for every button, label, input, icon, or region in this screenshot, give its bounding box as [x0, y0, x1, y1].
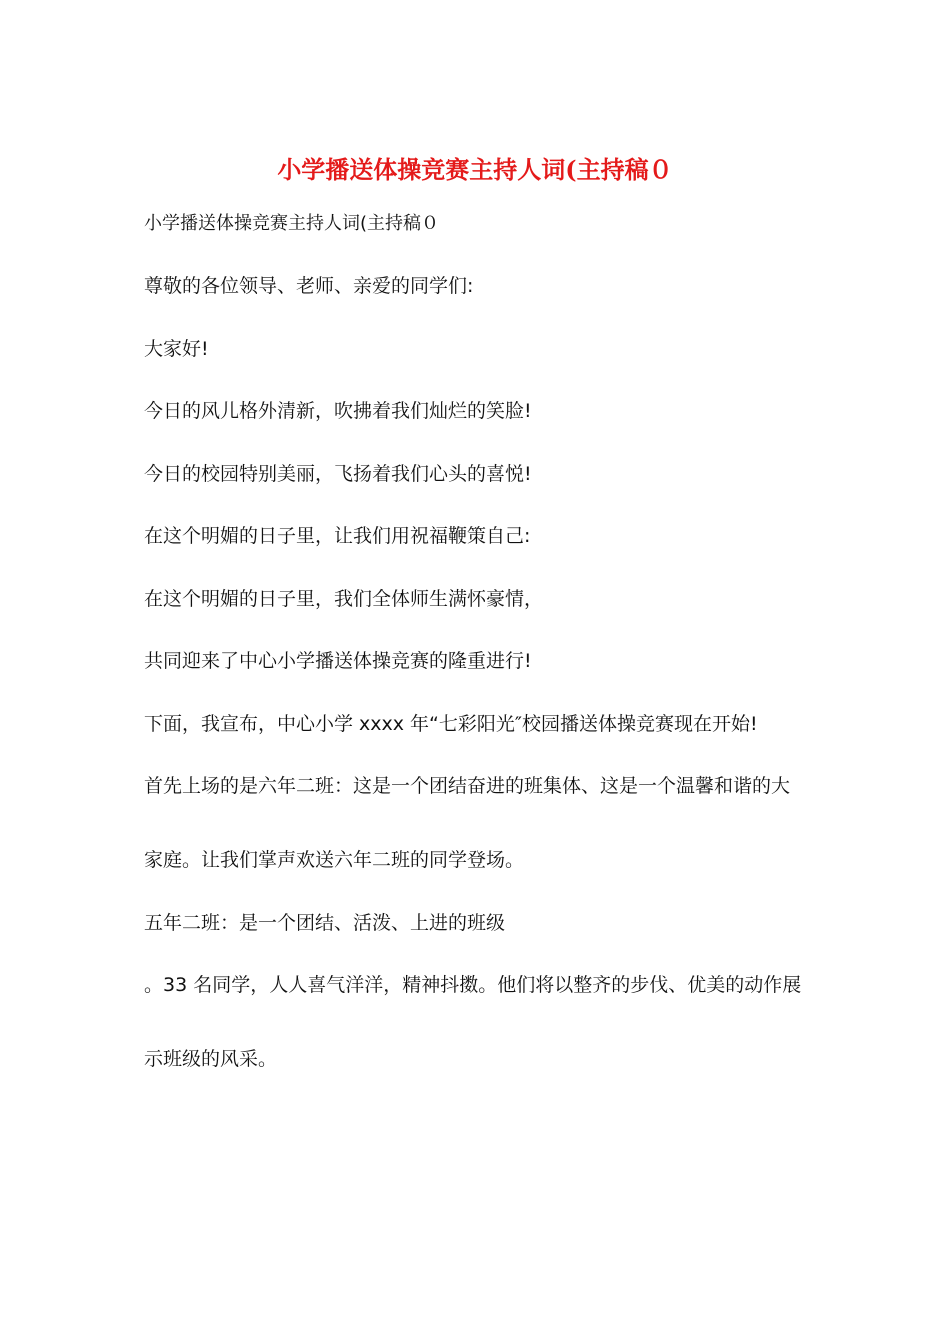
paragraph-line: 五年二班：是一个团结、活泼、上进的班级 — [144, 912, 506, 934]
paragraph-line: 大家好! — [144, 338, 209, 360]
paragraph-line: 今日的风儿格外清新，吹拂着我们灿烂的笑脸! — [144, 400, 532, 422]
paragraph-line: 在这个明媚的日子里，让我们用祝福鞭策自己: — [144, 525, 531, 547]
paragraph-line: 今日的校园特别美丽，飞扬着我们心头的喜悦! — [144, 463, 532, 485]
paragraph-line: 尊敬的各位领导、老师、亲爱的同学们: — [144, 275, 474, 297]
document-title: 小学播送体操竞赛主持人词(主持稿０ — [277, 155, 673, 184]
paragraph-line: 下面，我宣布，中心小学 xxxx 年“七彩阳光″校园播送体操竞赛现在开始! — [144, 713, 758, 735]
paragraph-line: 。33 名同学，人人喜气洋洋，精神抖擞。他们将以整齐的步伐、优美的动作展 — [144, 974, 802, 996]
paragraph-line: 在这个明媚的日子里，我们全体师生满怀豪情， — [144, 588, 544, 610]
paragraph-line: 首先上场的是六年二班：这是一个团结奋进的班集体、这是一个温馨和谐的大 — [144, 775, 791, 797]
paragraph-line: 家庭。让我们掌声欢送六年二班的同学登场。 — [144, 849, 525, 871]
paragraph-line: 示班级的风采。 — [144, 1048, 278, 1070]
paragraph-line: 共同迎来了中心小学播送体操竞赛的隆重进行! — [144, 650, 532, 672]
document-subtitle: 小学播送体操竞赛主持人词(主持稿０ — [144, 213, 440, 234]
